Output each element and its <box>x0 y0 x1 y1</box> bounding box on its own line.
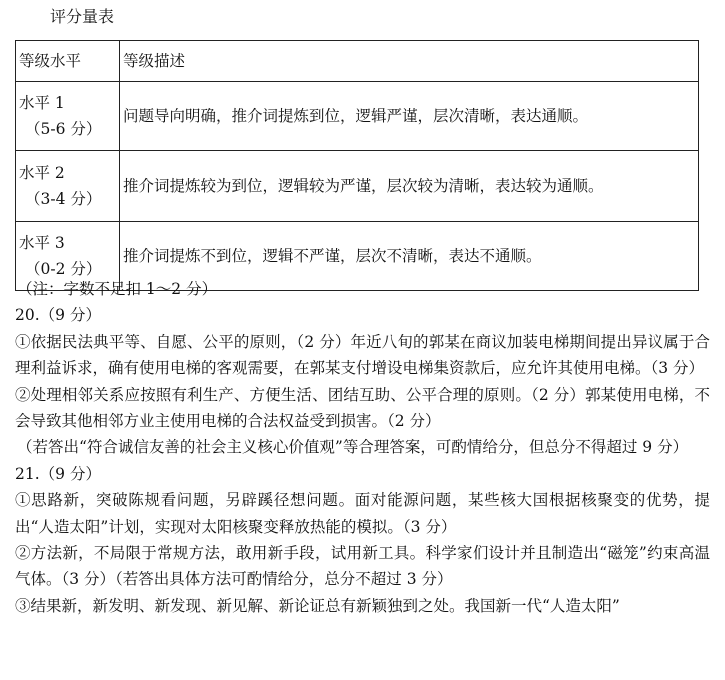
level-description: 问题导向明确，推介词提炼到位，逻辑严谨，层次清晰，表达通顺。 <box>120 82 699 151</box>
rubric-header-row <box>16 41 699 82</box>
q21-point-1: ①思路新，突破陈规看问题，另辟蹊径想问题。面对能源问题，某些核大国根据核聚变的优势，提出“人造太阳”计划，实现对太阳核聚变释放热能的模拟。（3 分） <box>15 491 710 536</box>
level-score: （3-4 分） <box>25 190 102 208</box>
answer-body <box>15 276 710 619</box>
level-description: 推介词提炼较为到位，逻辑较为严谨，层次较为清晰，表达较为通顺。 <box>120 151 699 222</box>
rubric-row <box>16 82 699 151</box>
col-desc-header: 等级描述 <box>120 41 699 82</box>
rubric-table <box>15 40 699 291</box>
level-score: （5-6 分） <box>25 120 102 138</box>
level-name: 水平 2 <box>19 164 65 182</box>
q21-title: 21.（9 分） <box>15 464 101 483</box>
rubric-row <box>16 151 699 222</box>
col-level-header: 等级水平 <box>16 41 120 82</box>
level-score: （0-2 分） <box>25 260 102 278</box>
level-description: 推介词提炼不到位，逻辑不严谨，层次不清晰，表达不通顺。 <box>120 222 699 291</box>
q20-note: （若答出“符合诚信友善的社会主义核心价值观”等合理答案，可酌情给分，但总分不得超过 9 分） <box>17 438 689 457</box>
level-name: 水平 3 <box>19 234 65 252</box>
q21-point-3: ③结果新，新发明、新发现、新见解、新论证总有新颖独到之处。我国新一代“人造太阳” <box>15 596 620 615</box>
q20-point-2: ②处理相邻关系应按照有利生产、方便生活、团结互助、公平合理的原则。（2 分）郭某使用电梯，不会导致其他相邻方业主使用电梯的合法权益受到损害。（2 分） <box>15 385 710 431</box>
q21-point-2: ②方法新，不局限于常规方法，敢用新手段，试用新工具。科学家们设计并且制造出“磁笼”约束高温气体。（3 分）（若答出具体方法可酌情给分，总分不超过 3 分） <box>15 544 710 589</box>
rubric-note: （注：字数不足扣 1～2 分） <box>17 280 218 298</box>
rubric-heading: 评分量表 <box>50 7 115 26</box>
level-cell <box>16 151 120 222</box>
level-cell <box>16 82 120 151</box>
q20-title: 20.（9 分） <box>15 306 101 325</box>
q20-point-1: ①依据民法典平等、自愿、公平的原则，（2 分）年近八旬的郭某在商议加装电梯期间提出异议属于合理利益诉求，确有使用电梯的客观需要，在郭某支付增设电梯集资款后，应允许其使用电梯。（3 分） <box>15 332 710 378</box>
level-name: 水平 1 <box>19 94 65 112</box>
